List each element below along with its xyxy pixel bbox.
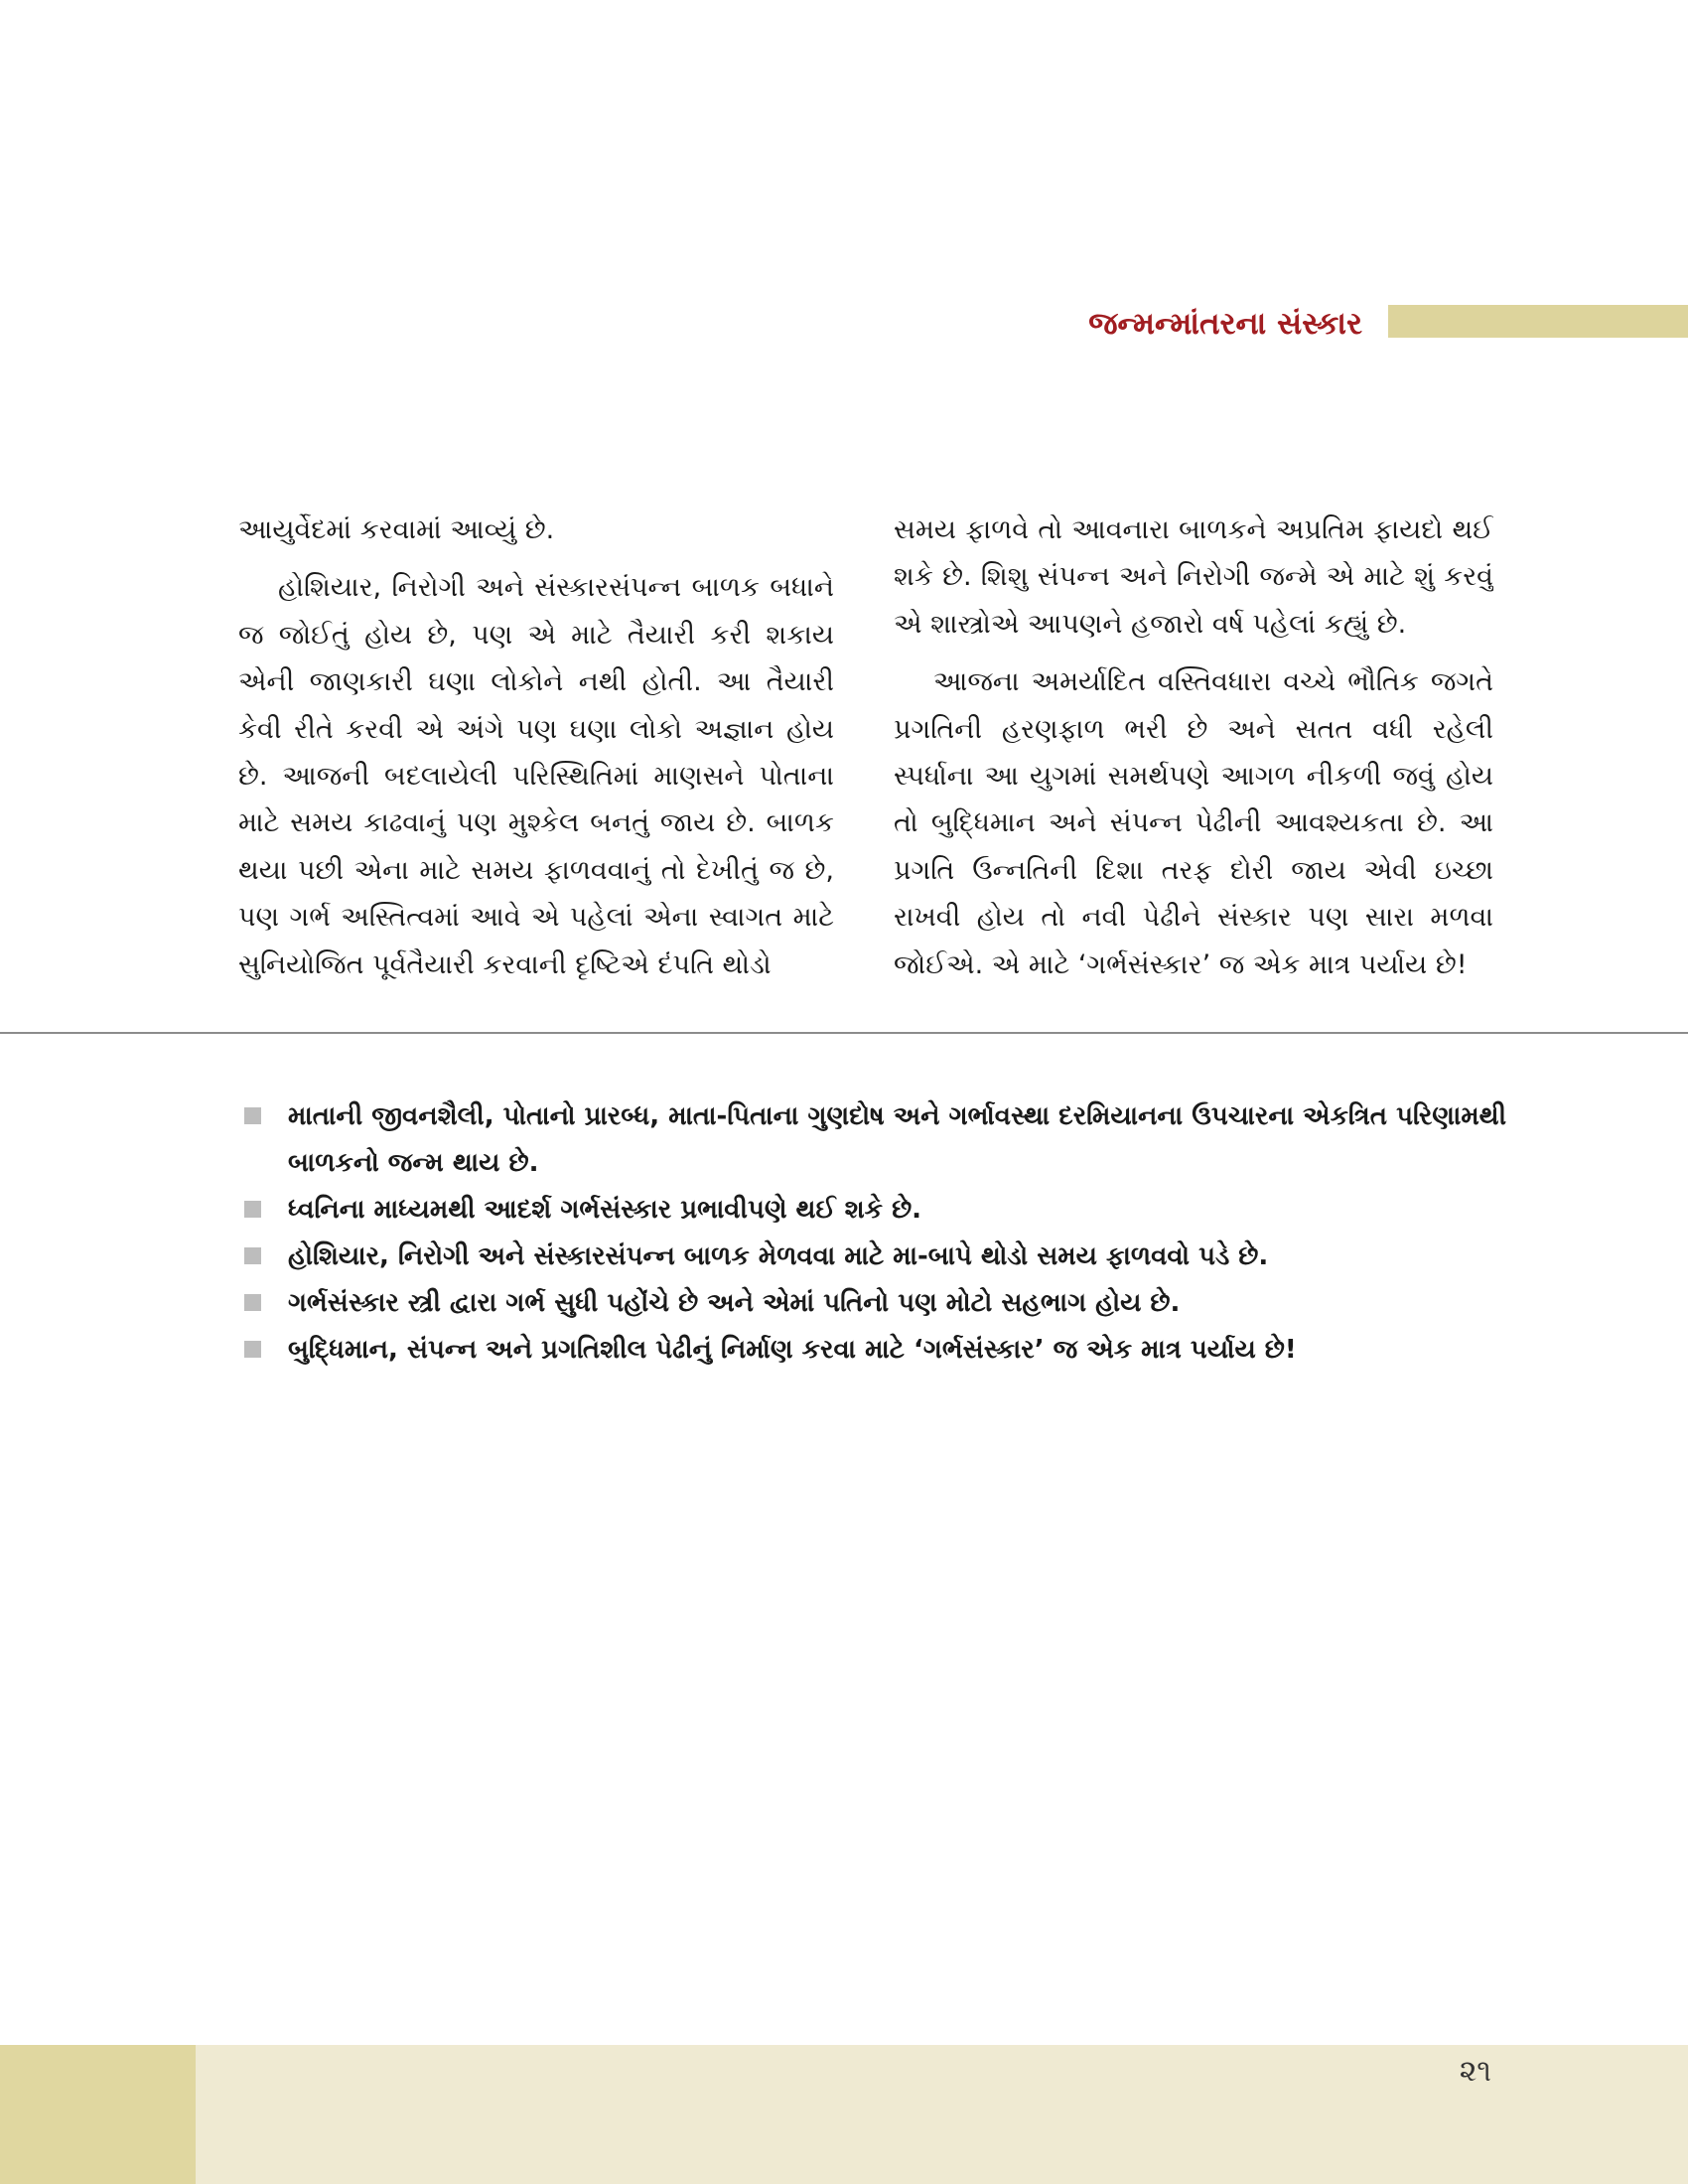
key-point-text: ધ્વનિના માધ્યમથી આદર્શ ગર્ભસંસ્કાર પ્રભાવીપણે થઈ શકે છે.: [288, 1195, 922, 1225]
header-accent-bar: [1388, 305, 1688, 338]
square-bullet-icon: [244, 1201, 261, 1218]
right-paragraph-1: સમય ફાળવે તો આવનારા બાળકને અપ્રતિમ ફાયદો થઈ શકે છે. શિશુ સંપન્ન અને નિરોગી જન્મે એ માટે શું કરવું એ શાસ્ત્રોએ આપણને હજારો વર્ષ પહેલાં કહ્યું છે.: [894, 514, 1493, 640]
key-point: [242, 1187, 1533, 1234]
key-point: [242, 1327, 1533, 1374]
key-point-text: હોશિયાર, નિરોગી અને સંસ્કારસંપન્ન બાળક મેળવવા માટે મા-બાપે થોડો સમય ફાળવવો પડે છે.: [288, 1241, 1269, 1271]
key-point: [242, 1280, 1533, 1327]
square-bullet-icon: [244, 1247, 261, 1264]
key-point: [242, 1093, 1533, 1187]
body-column-right: [894, 507, 1493, 993]
key-point-text: ગર્ભસંસ્કાર સ્ત્રી દ્વારા ગર્ભ સુધી પહોંચે છે અને એમાં પતિનો પણ મોટો સહભાગ હોય છે.: [288, 1288, 1181, 1318]
key-point-text: માતાની જીવનશૈલી, પોતાનો પ્રારબ્ધ, માતા-પિતાના ગુણદોષ અને ગર્ભાવસ્થા દરમિયાનના ઉપચારના એકત્રિત પરિણામથી બાળકનો જન્મ થાય છે.: [288, 1101, 1507, 1178]
chapter-title: જન્મન્માંતરના સંસ્કાર: [1088, 306, 1362, 342]
square-bullet-icon: [244, 1341, 261, 1358]
key-point: [242, 1234, 1533, 1280]
footer-accent-block: [0, 2045, 196, 2184]
page-number: ૨૧: [1459, 2054, 1491, 2089]
left-paragraph-2: હોશિયાર, નિરોગી અને સંસ્કારસંપન્ન બાળક બધાને જ જોઈતું હોય છે, પણ એ માટે તૈયારી કરી શકાય એની જાણકારી ઘણા લોકોને નથી હોતી. આ તૈયારી કેવી રીતે કરવી એ અંગે પણ ઘણા લોકો અજ્ઞાન હોય છે. આજની બદલાયેલી પરિસ્થિતિમાં માણસને પોતાના માટે સમય કાઢવાનું પણ મુશ્કેલ બનતું જાય છે. બાળક થયા પછી એના માટે સમય ફાળવવાનું તો દેખીતું જ છે, પણ ગર્ભ અસ્તિત્વમાં આવે એ પહેલાં એના સ્વાગત માટે સુનિયોજિત પૂર્વતૈયારી કરવાની દૃષ્ટિએ દંપતિ થોડો: [238, 572, 834, 980]
footer-band: [0, 2045, 1688, 2184]
key-point-text: બુદ્ધિમાન, સંપન્ન અને પ્રગતિશીલ પેઢીનું નિર્માણ કરવા માટે ‘ગર્ભસંસ્કાર’ જ એક માત્ર પર્યાય છે!: [288, 1335, 1297, 1365]
left-paragraph-1: આયુર્વેદમાં કરવામાં આવ્યું છે.: [238, 514, 555, 545]
body-column-left: [238, 507, 834, 993]
key-points-list: [242, 1093, 1533, 1374]
square-bullet-icon: [244, 1107, 261, 1124]
section-divider: [0, 1032, 1688, 1034]
right-paragraph-2: આજના અમર્યાદિત વસ્તિવધારા વચ્ચે ભૌતિક જગતે પ્રગતિની હરણફાળ ભરી છે અને સતત વધી રહેલી સ્પર્ધાના આ યુગમાં સમર્થપણે આગળ નીકળી જવું હોય તો બુદ્ધિમાન અને સંપન્ન પેઢીની આવશ્યકતા છે. આ પ્રગતિ ઉન્નતિની દિશા તરફ દોરી જાય એવી ઇચ્છા રાખવી હોય તો નવી પેઢીને સંસ્કાર પણ સારા મળવા જોઈએ. એ માટે ‘ગર્ભસંસ્કાર’ જ એક માત્ર પર્યાય છે!: [894, 666, 1493, 980]
square-bullet-icon: [244, 1294, 261, 1311]
